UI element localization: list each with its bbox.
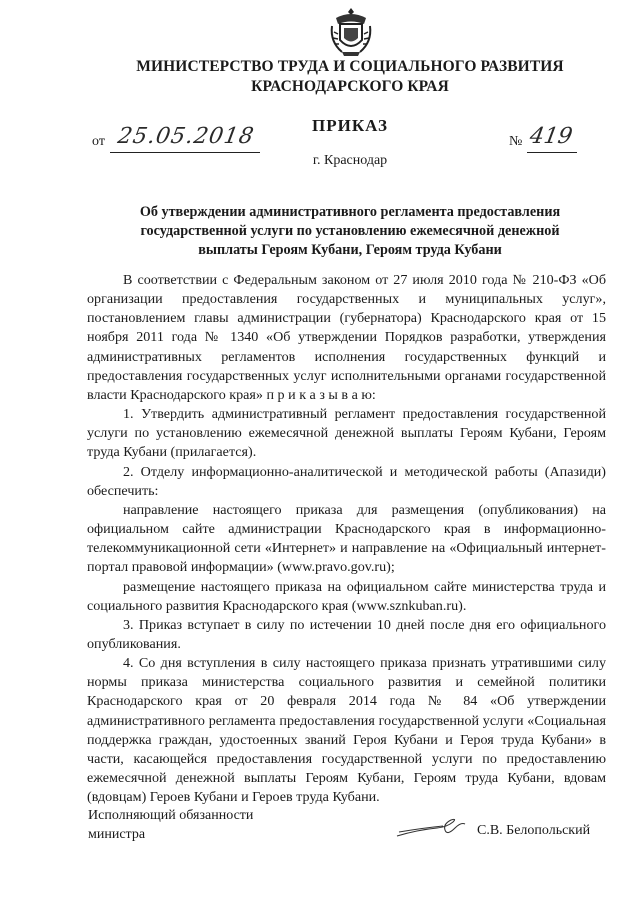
position-line: Исполняющий обязанности bbox=[88, 808, 254, 823]
date-handwritten: 25.05.2018 bbox=[115, 124, 257, 149]
coat-of-arms-icon bbox=[328, 6, 374, 58]
body-paragraph: 3. Приказ вступает в силу по истечении 10 дней после дня его официального опубликования. bbox=[87, 616, 606, 652]
body-paragraph: В соответствии с Федеральным законом от 27 июля 2010 года № 210-ФЗ «Об организации предоставления государственных и муниципальных услуг», постановлением главы администрации (губернатора) Краснодарского края от 15 ноября 2011 года № 1340 «Об утверждении Порядков разработки, утверждения административных регламентов исполнения государственных функций и предоставления государственных услуг исполнительными органами государственной власти Краснодарского края» п р и к а з ы в а ю: bbox=[87, 272, 606, 403]
subject-line: государственной услуги по установлению ежемесячной денежной bbox=[140, 223, 560, 239]
position-line: министра bbox=[88, 827, 146, 842]
body-paragraph: 2. Отделу информационно-аналитической и методической работы (Апазиди) обеспечить: bbox=[87, 463, 606, 499]
signatory-position bbox=[88, 806, 253, 844]
date-prefix: от bbox=[92, 134, 105, 149]
city-label: г. Краснодар bbox=[312, 153, 388, 168]
body-paragraph: направление настоящего приказа для размещения (опубликования) на официальном сайте администрации Краснодарского края в информационно-телекоммуникационной сети «Интернет» и направление на «Официальный интернет-портал правовой информации» (www.pravo.gov.ru); bbox=[87, 501, 606, 576]
order-title: ПРИКАЗ bbox=[312, 116, 388, 135]
body-paragraph: 1. Утвердить административный регламент предоставления государственной услуги по установлению ежемесячной денежной выплаты Героям Кубани, Героям труда Кубани (прилагается). bbox=[87, 406, 606, 461]
number-handwritten: 419 bbox=[527, 124, 575, 149]
subject-line: Об утверждении административного регламента предоставления bbox=[139, 204, 561, 220]
ministry-name-line1: МИНИСТЕРСТВО ТРУДА И СОЦИАЛЬНОГО РАЗВИТИЯ bbox=[136, 58, 564, 75]
body-paragraph: 4. Со дня вступления в силу настоящего приказа признать утратившими силу нормы приказа министерства социального развития и семейной политики Краснодарского края от 20 февраля 2014 года № 84 «Об утверждении административного регламента предоставления государственной услуги «Социальная поддержка граждан, удостоенных званий Героя Кубани и Героя труда Кубани» в части, касающейся предоставления государственной услуги по предоставлению ежемесячной денежной выплаты Героям Кубани, Героям труда Кубани, вдовам (вдовцам) Героев Кубани и Героев труда Кубани. bbox=[87, 655, 606, 806]
number-prefix: № bbox=[509, 134, 523, 149]
order-body bbox=[87, 271, 606, 807]
handwritten-signature bbox=[395, 812, 473, 842]
signatory-name: С.В. Белопольский bbox=[477, 823, 591, 838]
order-subject bbox=[100, 203, 600, 260]
ministry-name-line2: КРАСНОДАРСКОГО КРАЯ bbox=[251, 78, 449, 95]
body-paragraph: размещение настоящего приказа на официальном сайте министерства труда и социального развития Краснодарского края (www.sznkuban.ru). bbox=[87, 578, 606, 614]
subject-line: выплаты Героям Кубани, Героям труда Кубани bbox=[198, 242, 502, 258]
